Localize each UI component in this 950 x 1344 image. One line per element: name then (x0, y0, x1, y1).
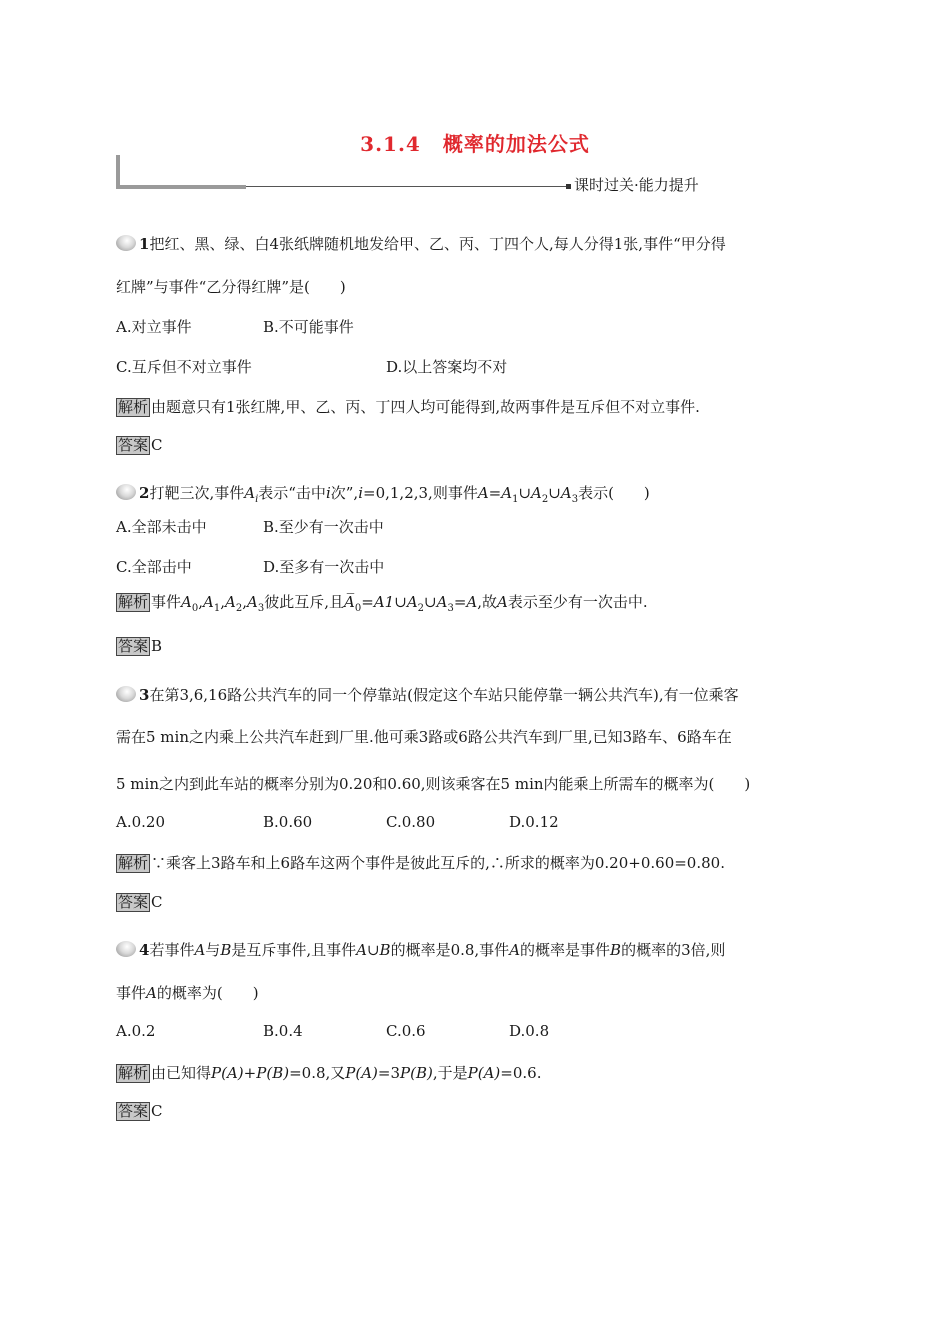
analysis-tag: 解析 (118, 854, 149, 872)
section-title: 概率的加法公式 (442, 132, 590, 156)
q1-text: 把红、黑、绿、白4张纸牌随机地发给甲、乙、丙、丁四个人,每人分得1张,事件“甲分得 (149, 235, 726, 253)
sub-2: 2 (417, 603, 425, 614)
analysis-text-b: =0.8,又 (289, 1064, 346, 1082)
q1-stem-line1 (116, 233, 726, 254)
comma: , (198, 593, 204, 611)
answer-tag: 答案 (118, 1102, 149, 1120)
question-ball-icon (116, 484, 136, 500)
section-bar (116, 155, 699, 194)
var-a: A (406, 593, 418, 611)
bar-thick (116, 185, 246, 189)
q3-stem-line3: 5 min之内到此车站的概率分别为0.20和0.60,则该乘客在5 min内能乘上所需车的概率为( ) (116, 775, 751, 793)
answer-text: B (151, 637, 163, 655)
var-a: A (225, 593, 236, 611)
var-a: A (146, 984, 157, 1002)
sub-3: 3 (447, 603, 454, 614)
bar-label: 课时过关·能力提升 (574, 176, 699, 194)
option-c: C.互斥但不对立事件 (116, 358, 252, 376)
analysis-tag: 解析 (118, 1064, 149, 1082)
sub-0: 0 (191, 603, 199, 614)
q4-analysis (116, 1062, 542, 1083)
question-ball-icon (116, 235, 136, 251)
analysis-text: 由题意只有1张红牌,甲、乙、丙、丁四人均可能得到,故两事件是互斥但不对立事件. (151, 398, 700, 416)
q3-stem-line2: 需在5 min之内乘上公共汽车赶到厂里.他可乘3路或6路公共汽车到厂里,已知3路车、6路车在 (116, 728, 732, 746)
sub-2: 2 (541, 494, 549, 505)
var-a: A (466, 593, 478, 611)
q4-answer (116, 1102, 163, 1121)
var-a1: A1 (373, 593, 395, 611)
analysis-text-d: ,于是 (432, 1064, 468, 1082)
question-number: 2 (139, 484, 150, 502)
q3-analysis (116, 852, 725, 873)
var-b: B (220, 941, 232, 959)
q4-stem-line1 (116, 939, 725, 960)
union: ∪ (518, 484, 532, 502)
answer-text: C (151, 436, 163, 454)
var-a: A (501, 484, 513, 502)
q4-text-g: 事件 (116, 984, 147, 1002)
question-ball-icon (116, 941, 136, 957)
question-number: 1 (139, 235, 150, 253)
answer-text: C (151, 893, 163, 911)
var-a: A (247, 593, 258, 611)
union: ∪ (424, 593, 437, 611)
sub-3: 3 (571, 494, 579, 505)
option-a: A.全部未击中 (116, 518, 207, 536)
q1-analysis (116, 396, 700, 417)
answer-tag: 答案 (118, 637, 149, 655)
q4-stem-line2 (116, 982, 259, 1003)
var-a: A (436, 593, 448, 611)
q1-answer (116, 436, 163, 455)
var-a-cup-b: A∪B (356, 941, 391, 959)
option-d: D.0.12 (509, 813, 559, 831)
q4-text-a: 若事件 (149, 941, 195, 959)
q4-text-b: 与 (205, 941, 221, 959)
question-ball-icon (116, 686, 136, 702)
question-number: 3 (139, 686, 150, 704)
answer-tag: 答案 (118, 436, 149, 454)
var-b: B (610, 941, 622, 959)
union: ∪ (394, 593, 407, 611)
equals: = (453, 593, 467, 611)
sub-i: i (255, 494, 259, 505)
var-a: A (560, 484, 572, 502)
plus: + (243, 1064, 257, 1082)
option-c: C.全部击中 (116, 558, 192, 576)
var-a: A (497, 593, 508, 611)
option-b: B.至少有一次击中 (263, 518, 384, 536)
var-i: i (358, 484, 363, 502)
option-d: D.以上答案均不对 (386, 358, 508, 376)
q2-text-d: =0,1,2,3,则事件 (363, 484, 478, 502)
analysis-text-d: ,故 (477, 593, 498, 611)
sub-1: 1 (512, 494, 519, 505)
analysis-text-a: 由已知得 (151, 1064, 212, 1082)
var-a: A (203, 593, 214, 611)
var-a: A (531, 484, 542, 502)
sub-0: 0 (354, 603, 362, 614)
q3-text: 在第3,6,16路公共汽车的同一个停靠站(假定这个车站只能停靠一辆公共汽车),有一位乘客 (149, 686, 739, 704)
analysis-text-b: 彼此互斥, (264, 593, 330, 611)
option-b: B.0.4 (263, 1022, 303, 1040)
q2-text-c: 次”, (330, 484, 359, 502)
comma: , (242, 593, 248, 611)
analysis-text: ∵乘客上3路车和上6路车这两个事件是彼此互斥的,∴所求的概率为0.20+0.60=0.80. (151, 854, 725, 872)
section-number: 3.1.4 (360, 132, 421, 156)
sub-2: 2 (235, 603, 243, 614)
option-a: A.0.2 (116, 1022, 156, 1040)
q2-text-e: 表示( ) (578, 484, 650, 502)
option-b: B.0.60 (263, 813, 313, 831)
analysis-tag: 解析 (118, 593, 149, 611)
q4-text-e: 的概率是事件 (520, 941, 611, 959)
option-c: C.0.6 (386, 1022, 426, 1040)
q3-answer (116, 893, 163, 912)
q4-text-d: 的概率是0.8,事件 (390, 941, 510, 959)
analysis-tag: 解析 (118, 398, 149, 416)
comma: , (220, 593, 226, 611)
q4-text-h: 的概率为( ) (156, 984, 259, 1002)
var-pa: P(A) (211, 1064, 244, 1082)
var-a: A (181, 593, 192, 611)
option-a: A.0.20 (116, 813, 165, 831)
page-title (0, 128, 950, 157)
answer-tag: 答案 (118, 893, 149, 911)
equals: = (488, 484, 502, 502)
analysis-text-e: =0.6. (500, 1064, 542, 1082)
equals: = (361, 593, 374, 611)
answer-text: C (151, 1102, 163, 1120)
q4-text-c: 是互斥事件,且事件 (231, 941, 357, 959)
var-pb: P(B) (256, 1064, 290, 1082)
analysis-text-a: 事件 (151, 593, 182, 611)
option-b: B.不可能事件 (263, 318, 354, 336)
option-c: C.0.80 (386, 813, 436, 831)
var-pa: P(A) (345, 1064, 378, 1082)
q2-stem (116, 482, 650, 505)
var-i: i (325, 484, 331, 502)
q2-analysis (116, 591, 648, 614)
var-a-bar: A̅ (344, 593, 355, 611)
analysis-text-c: 且 (329, 593, 345, 611)
var-a: A (477, 484, 489, 502)
q1-stem-line2: 红牌”与事件“乙分得红牌”是( ) (116, 278, 346, 296)
union: ∪ (548, 484, 561, 502)
var-a: A (509, 941, 521, 959)
option-a: A.对立事件 (116, 318, 192, 336)
sub-3: 3 (257, 603, 265, 614)
q3-stem-line1 (116, 684, 739, 705)
q2-text-b: 表示“击中 (258, 484, 326, 502)
question-number: 4 (139, 941, 150, 959)
analysis-text-e: 表示至少有一次击中. (507, 593, 648, 611)
var-pb: P(B) (400, 1064, 433, 1082)
option-d: D.至多有一次击中 (263, 558, 385, 576)
var-pa: P(A) (467, 1064, 501, 1082)
q2-answer (116, 637, 162, 656)
bar-vertical (116, 155, 120, 187)
bar-thin (246, 186, 568, 187)
option-d: D.0.8 (509, 1022, 550, 1040)
var-a: A (244, 484, 256, 502)
sub-1: 1 (213, 603, 221, 614)
bar-square-icon (566, 184, 571, 189)
var-a: A (194, 941, 206, 959)
q2-text-a: 打靶三次,事件 (149, 484, 245, 502)
analysis-text-c: =3 (377, 1064, 401, 1082)
q4-text-f: 的概率的3倍,则 (621, 941, 726, 959)
